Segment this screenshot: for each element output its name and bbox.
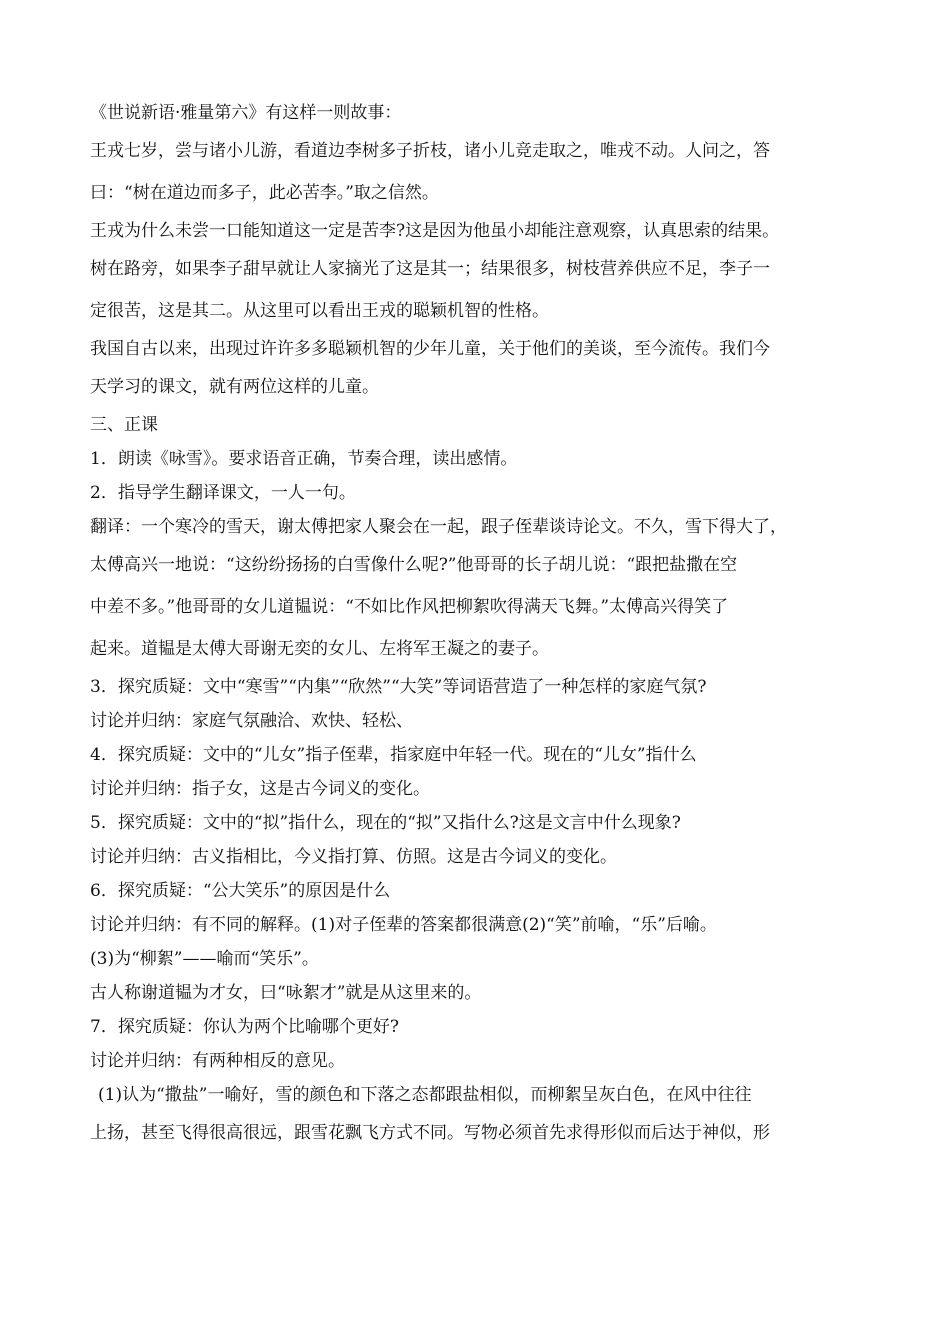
text-line: 7．探究质疑：你认为两个比喻哪个更好? (90, 1017, 399, 1037)
text-line: 曰：“树在道边而多子，此必苦李。”取之信然。 (90, 183, 439, 203)
text-line: 上扬，甚至飞得很高很远，跟雪花飘飞方式不同。写物必须首先求得形似而后达于神似，形 (90, 1123, 770, 1143)
text-line: 太傅高兴一地说：“这纷纷扬扬的白雪像什么呢?”他哥哥的长子胡儿说：“跟把盐撒在空 (90, 555, 738, 575)
text-line: 讨论并归纳：古义指相比，今义指打算、仿照。这是古今词义的变化。 (90, 847, 617, 867)
text-line: 3．探究质疑：文中“寒雪”“内集”“欣然”“大笑”等词语营造了一种怎样的家庭气氛? (90, 677, 707, 697)
text-line: 古人称谢道韫为才女，曰“咏絮才”就是从这里来的。 (90, 983, 482, 1003)
text-line: 1．朗读《咏雪》。要求语音正确，节奏合理，读出感情。 (90, 449, 518, 469)
text-line: 天学习的课文，就有两位这样的儿童。 (90, 377, 379, 397)
text-line: 王戎为什么未尝一口能知道这一定是苦李?这是因为他虽小却能注意观察，认真思索的结果。 (90, 221, 780, 241)
text-line: 5．探究质疑：文中的“拟”指什么，现在的“拟”又指什么?这是文言中什么现象? (90, 813, 681, 833)
text-line: 讨论并归纳：指子女，这是古今词义的变化。 (90, 779, 430, 799)
text-line: 我国自古以来，出现过许许多多聪颖机智的少年儿童，关于他们的美谈，至今流传。我们今 (90, 339, 770, 359)
text-line: 6．探究质疑：“公大笑乐”的原因是什么 (90, 881, 391, 901)
text-line: 翻译：一个寒冷的雪天，谢太傅把家人聚会在一起，跟子侄辈谈诗论文。不久，雪下得大了， (90, 517, 787, 537)
text-line: (1)认为“撒盐”一喻好，雪的颜色和下落之态都跟盐相似，而柳絮呈灰白色，在风中往往 (98, 1085, 752, 1105)
text-line: 中差不多。”他哥哥的女儿道韫说：“不如比作风把柳絮吹得满天飞舞。”太傅高兴得笑了 (90, 597, 729, 617)
text-line: 《世说新语·雅量第六》有这样一则故事： (90, 103, 402, 123)
text-line: 讨论并归纳：有不同的解释。(1)对子侄辈的答案都很满意(2)“笑”前喻，“乐”后喻。 (90, 915, 717, 935)
text-line: 起来。道韫是太傅大哥谢无奕的女儿、左将军王凝之的妻子。 (90, 639, 549, 659)
document-page (90, 96, 865, 1154)
text-line: 定很苦，这是其二。从这里可以看出王戎的聪颖机智的性格。 (90, 301, 549, 321)
text-line: 树在路旁，如果李子甜早就让人家摘光了这是其一；结果很多，树枝营养供应不足，李子一 (90, 259, 770, 279)
text-line: 讨论并归纳：家庭气氛融洽、欢快、轻松、 (90, 711, 413, 731)
text-line: 讨论并归纳：有两种相反的意见。 (90, 1051, 345, 1071)
text-line: 4．探究质疑：文中的“儿女”指子侄辈，指家庭中年轻一代。现在的“儿女”指什么 (90, 745, 697, 765)
text-line: 王戎七岁，尝与诸小儿游，看道边李树多子折枝，诸小儿竞走取之，唯戎不动。人问之，答 (90, 141, 770, 161)
text-line: (3)为“柳絮”——喻而“笑乐”。 (90, 949, 319, 969)
section-heading: 三、正课 (90, 415, 158, 435)
text-line: 2．指导学生翻译课文，一人一句。 (90, 483, 356, 503)
